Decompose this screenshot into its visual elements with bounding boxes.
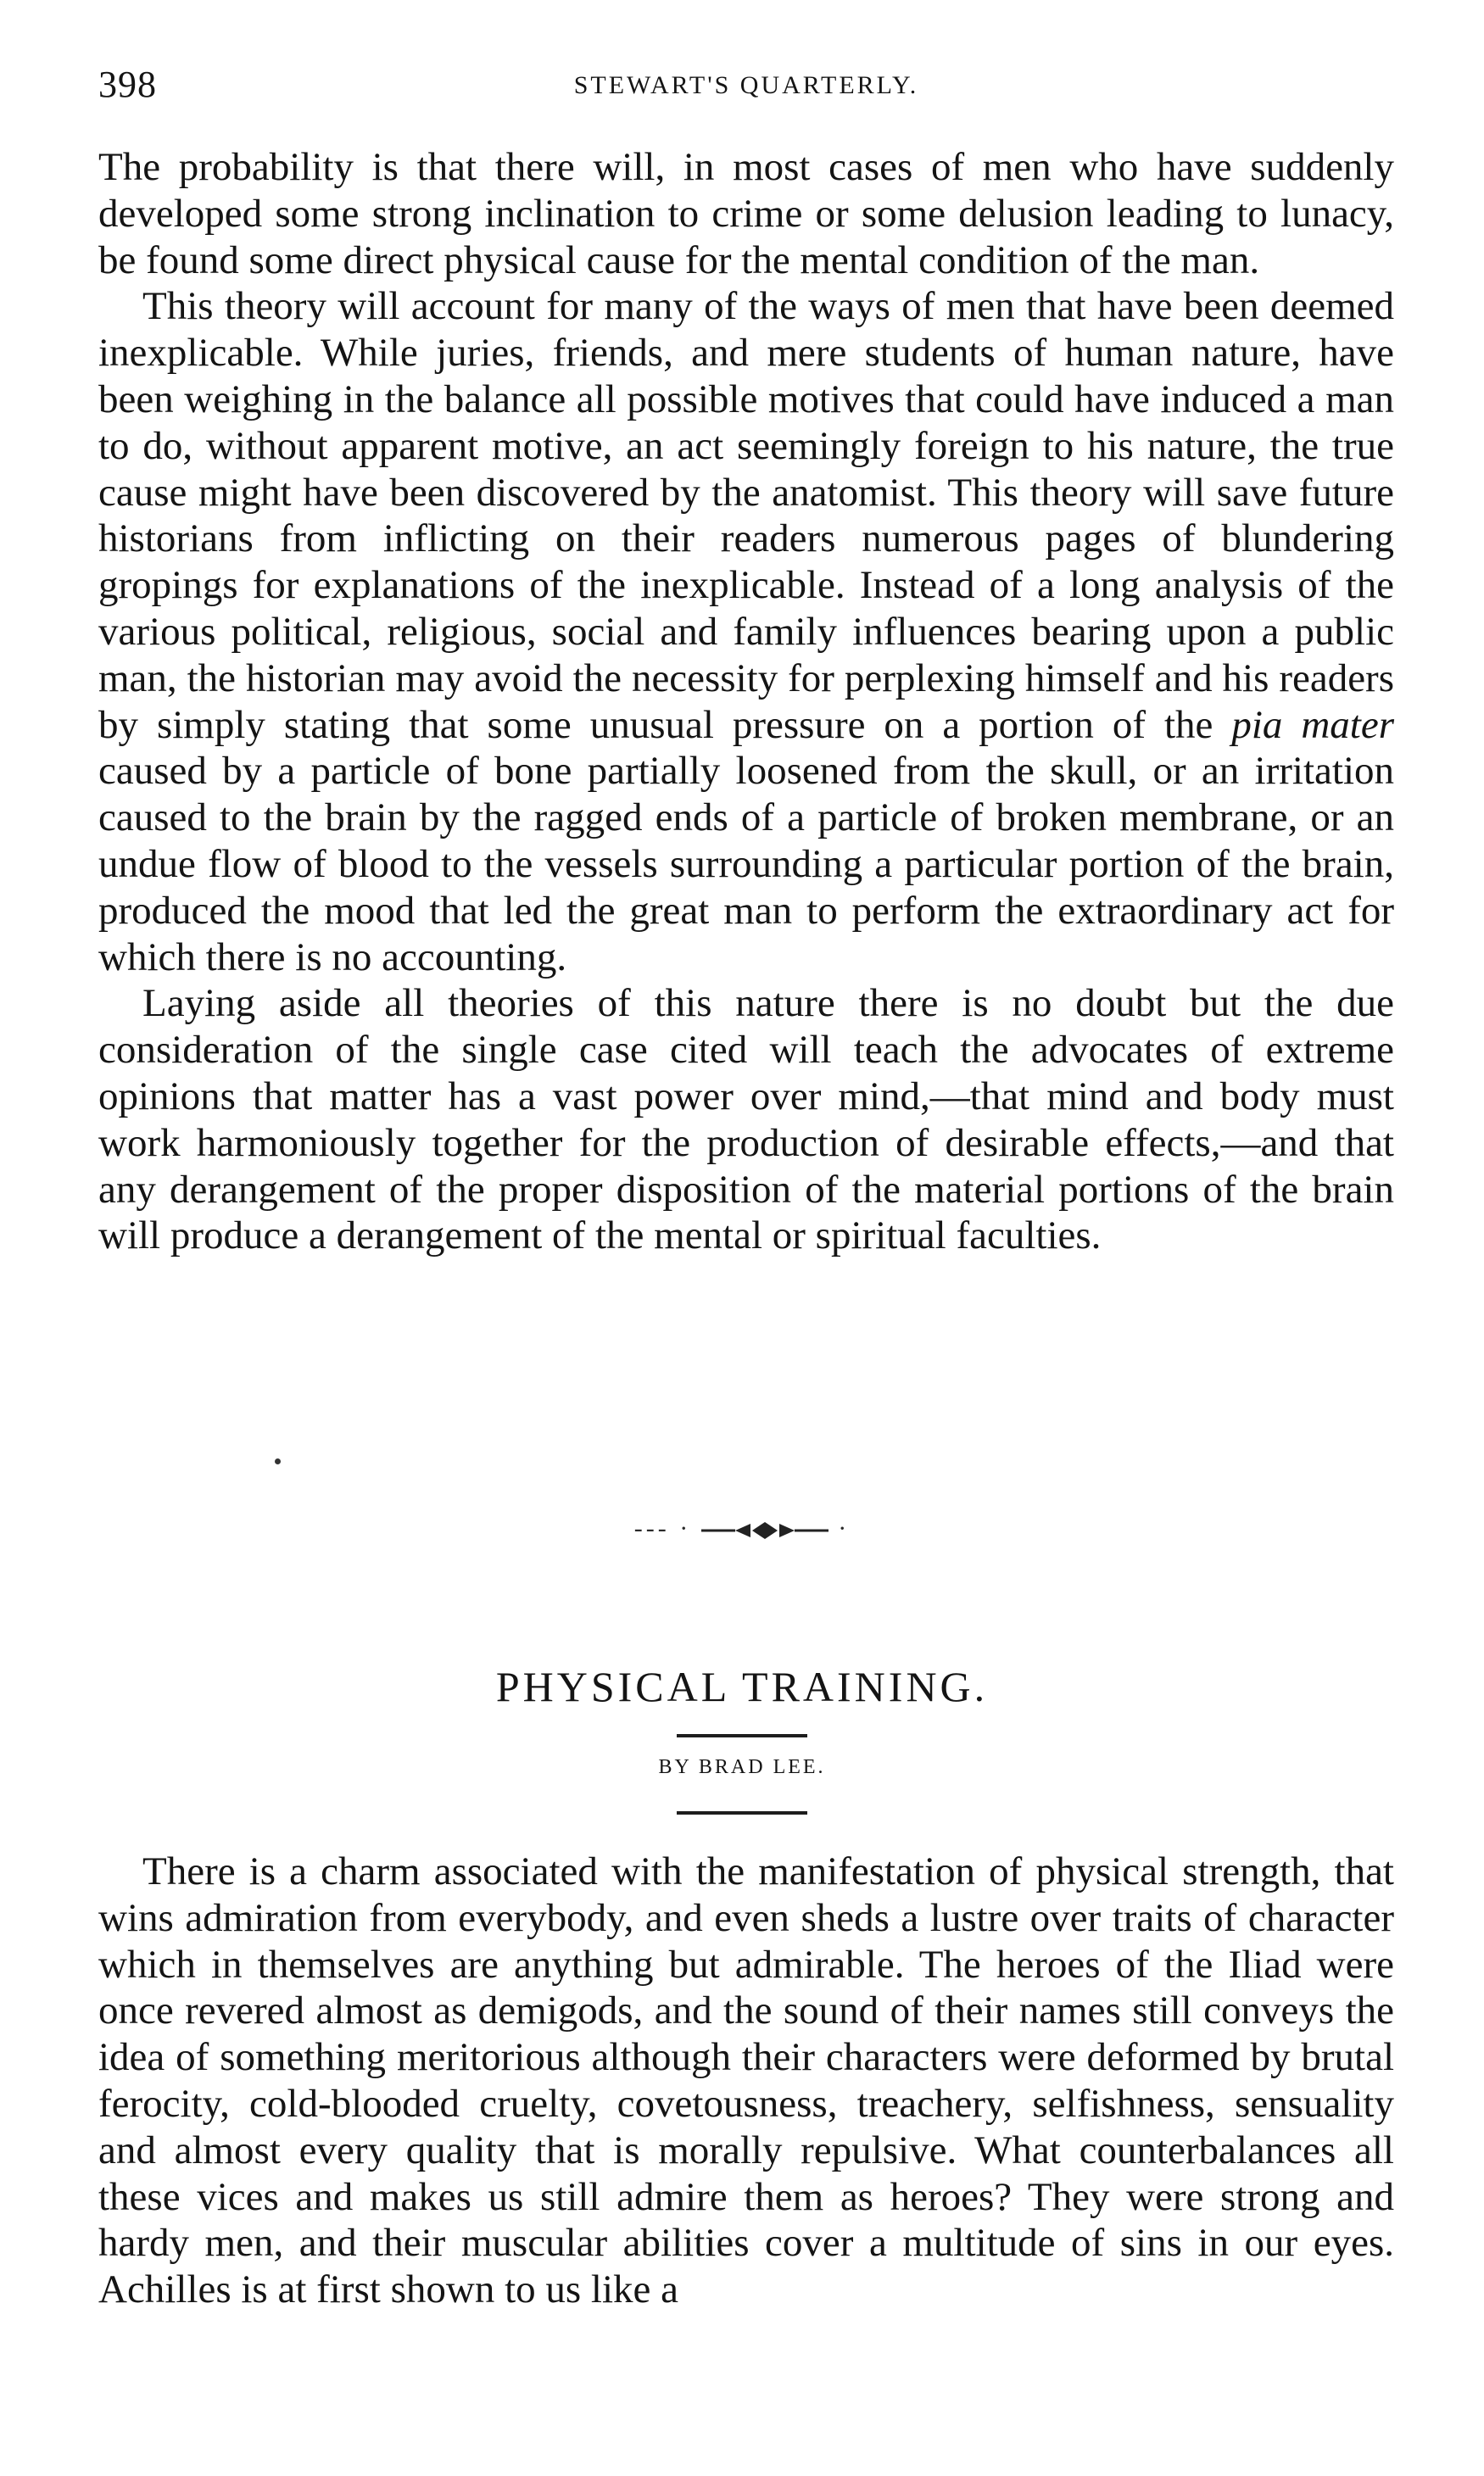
ornament-dashes-right: · [838,1514,851,1542]
title-rule [677,1734,807,1737]
byline-rule [677,1811,807,1815]
section-ornament [0,1514,1484,1543]
article-title: PHYSICAL TRAINING. [495,1663,989,1710]
journal-title: STEWART'S QUARTERLY. [573,71,919,99]
print-speck [275,1458,281,1464]
page-number: 398 [98,64,157,105]
paragraph-1: The probability is that there will, in most cases of men who have suddenly developed some strong inclination to crime or some delusion leading to lunacy, be found some direct physical cause for the mental condition of the man. [98,145,1394,282]
article-text [98,1849,1394,2313]
paragraph-2-emphasis: pia mater [1231,702,1394,747]
paragraph-2 [98,283,1394,980]
paragraph-3: Laying aside all theories of this nature there is no doubt but the due consideration of the single case cited will teach the advocates of extreme opinions that matter has a vast power over mind,—that mind and body must work harmoniously together for the production of desirable effects,—and that any derangement of the proper disposition of the material portions of the brain will produce a derangement of the mental or spiritual faculties. [98,981,1394,1258]
ornament-dashes-left: --- · [633,1514,692,1542]
article-paragraph-1: There is a charm associated with the manifestation of physical strength, that wins admiration from everybody, and even sheds a lustre over traits of character which in themselves are anything but admirable. The heroes of the Iliad were once revered almost as demigods, and the sound of their names still conveys the idea of something meritorious although their characters were deformed by brutal ferocity, cold-blooded cruelty, covetousness, treachery, selfishness, sensuality and almost every quality that is morally repulsive. What counterbalances all these vices and makes us still admire them as heroes? They were strong and hardy men, and their muscular abilities cover a multitude of sins in our eyes. Achilles is at first shown to us like a [98,1849,1394,2312]
paragraph-2-part-b: caused by a particle of bone partially loosened from the skull, or an irritation caused to the brain by the ragged ends of a particle of broken membrane, or an undue flow of blood to the vessels surrounding a particular portion of the brain, produced the mood that led the great man to perform the extraordinary act for which there is no accounting. [98,749,1394,979]
ornament-flourish-icon [701,1520,828,1541]
running-head [98,63,1394,114]
paragraph-2-part-a: This theory will account for many of the ways of men that have been deemed inexplicable. While juries, friends, and mere students of human nature, have been weighing in the balance all possible motives that could have induced a man to do, without apparent motive, an act seemingly foreign to his nature, the true cause might have been discovered by the anatomist. This theory will save future historians from inflicting on their readers numerous pages of blundering gropings for explanations of the inexplicable. Instead of a long analysis of the various political, religious, social and family influences bearing upon a public man, the historian may avoid the necessity for perplexing himself and his readers by simply stating that some unusual pressure on a portion of the [98,284,1394,747]
section-one-text [98,144,1394,1259]
article-byline: BY BRAD LEE. [658,1756,826,1778]
